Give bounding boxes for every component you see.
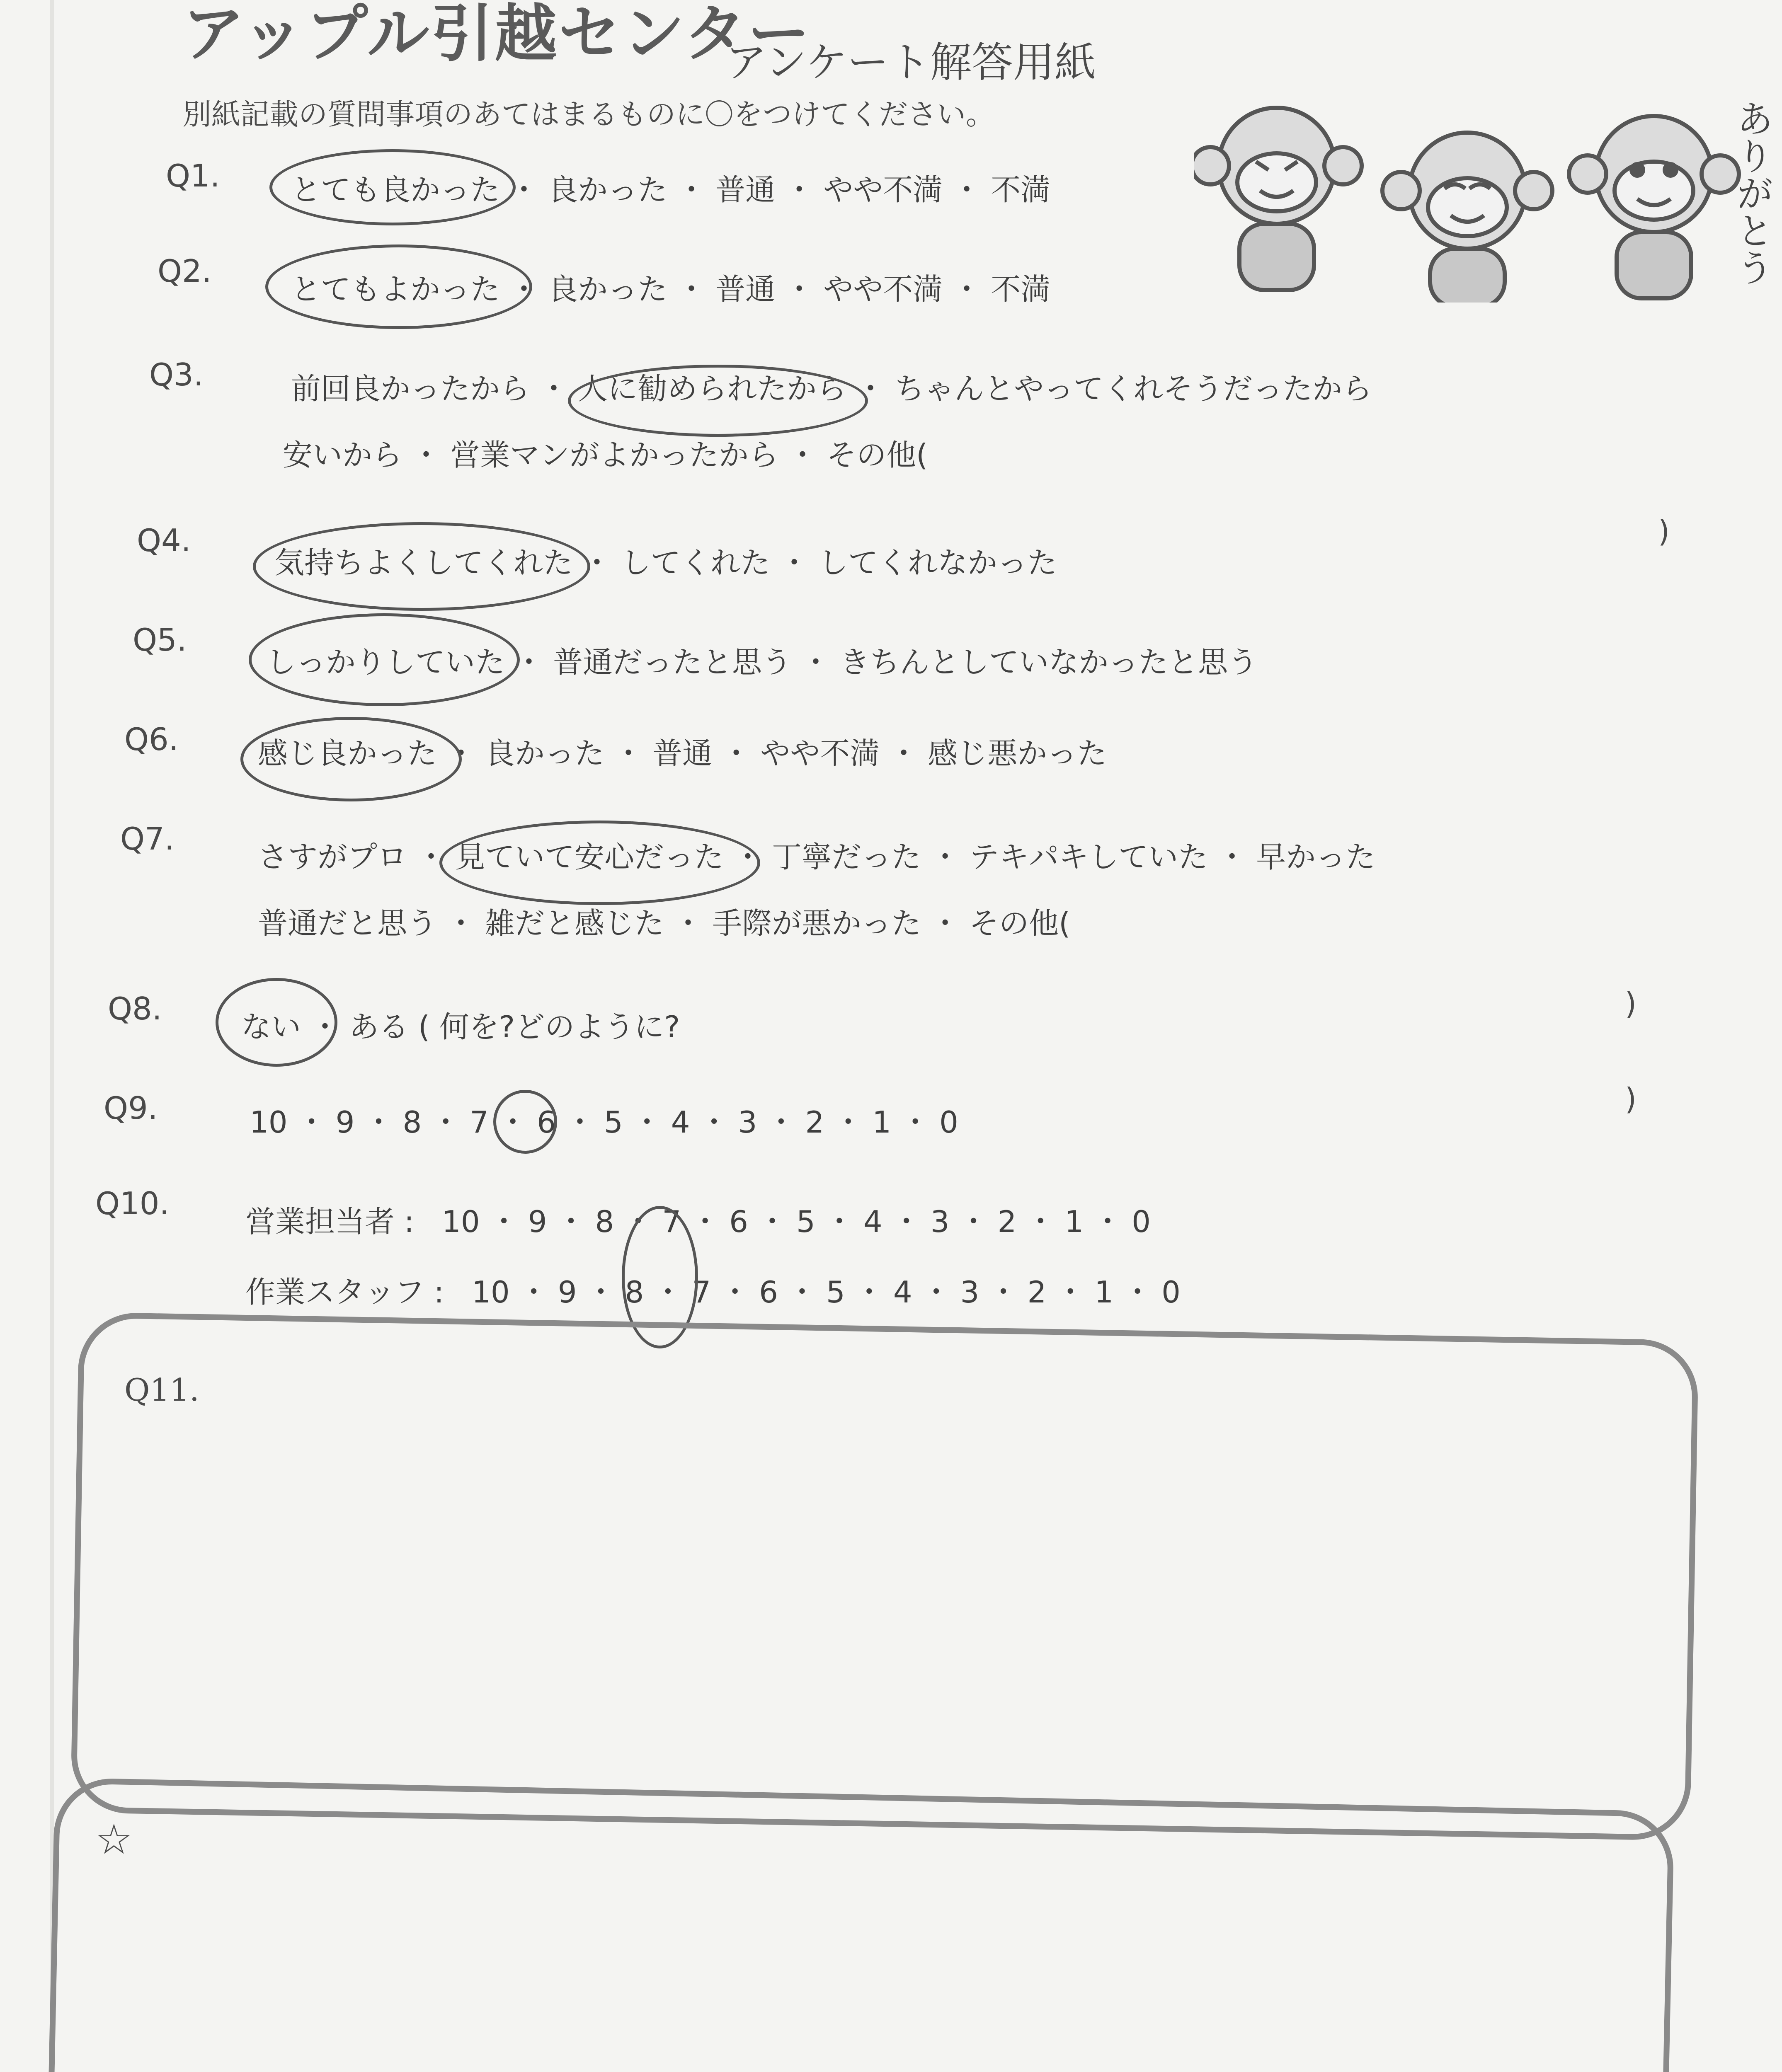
- q10-staff-option[interactable]: 3: [960, 1275, 979, 1310]
- q5-option[interactable]: しっかりしていた: [266, 645, 505, 680]
- q7-option[interactable]: その他(: [969, 906, 1071, 941]
- q2-label: Q2.: [158, 253, 212, 289]
- q9-option[interactable]: 1: [872, 1105, 892, 1140]
- q5-label: Q5.: [133, 622, 187, 658]
- q10-sales-option[interactable]: 7: [662, 1204, 681, 1239]
- q2-option[interactable]: とてもよかった: [291, 272, 500, 307]
- q7-option[interactable]: 普通だと思う: [258, 906, 437, 941]
- q7-option[interactable]: 丁寧だった: [772, 840, 921, 874]
- q10-staff-option[interactable]: 10: [472, 1275, 510, 1310]
- q3-option[interactable]: ちゃんとやってくれそうだったから: [895, 371, 1372, 406]
- q10-staff-option[interactable]: 4: [893, 1275, 912, 1310]
- q3-option[interactable]: 前回良かったから: [291, 371, 530, 406]
- q2-option[interactable]: 普通: [715, 272, 776, 307]
- q1-option[interactable]: 不満: [991, 172, 1051, 207]
- q7-option[interactable]: 手際が悪かった: [712, 906, 921, 941]
- q3-paren-close: ): [1658, 514, 1670, 549]
- q10-sales-option[interactable]: 0: [1132, 1204, 1151, 1239]
- q3-options-line2: 安いから ・ 営業マンがよかったから ・ その他(: [283, 438, 928, 472]
- q2-option[interactable]: 不満: [991, 272, 1051, 307]
- q10-sales-option[interactable]: 5: [796, 1204, 815, 1239]
- star-icon: ☆: [95, 1815, 133, 1864]
- q10-sales-option[interactable]: 1: [1064, 1204, 1084, 1239]
- q10-staff-label: 作業スタッフ :: [245, 1275, 444, 1310]
- q9-option[interactable]: 2: [805, 1105, 824, 1140]
- q2-options: とてもよかった ・ 良かった ・ 普通 ・ やや不満 ・ 不満: [291, 272, 1051, 307]
- q8-answer-circle: [216, 978, 337, 1067]
- q6-options: 感じ良かった ・ 良かった ・ 普通 ・ やや不満 ・ 感じ悪かった: [258, 736, 1107, 771]
- q7-option[interactable]: さすがプロ: [258, 840, 407, 874]
- thanks-text: ありがとう: [1730, 99, 1773, 286]
- q7-option[interactable]: 見ていて安心だった: [455, 840, 724, 874]
- q1-option[interactable]: やや不満: [823, 172, 943, 207]
- q3-option[interactable]: その他(: [827, 438, 928, 472]
- q3-options-line1: 前回良かったから ・ 人に勧められたから ・ ちゃんとやってくれそうだったから: [291, 371, 1372, 406]
- q10-staff-row: 作業スタッフ : 10 ・ 9 ・ 8 ・ 7 ・ 6 ・ 5 ・ 4 ・ 3 ・ 2 ・ 1 ・ 0: [245, 1275, 1181, 1310]
- q9-options: 10 ・ 9 ・ 8 ・ 7 ・ 6 ・ 5 ・ 4 ・ 3 ・ 2 ・ 1 ・ 0: [250, 1105, 958, 1140]
- q1-option[interactable]: 良かった: [548, 172, 668, 207]
- q6-label: Q6.: [124, 721, 179, 758]
- q2-option[interactable]: 良かった: [548, 272, 668, 307]
- q8-label: Q8.: [108, 990, 162, 1027]
- q4-option[interactable]: 気持ちよくしてくれた: [274, 545, 573, 580]
- q7-option[interactable]: 雑だと感じた: [485, 906, 664, 941]
- q5-options: しっかりしていた ・ 普通だったと思う ・ きちんとしていなかったと思う: [266, 645, 1258, 680]
- q4-options: 気持ちよくしてくれた ・ してくれた ・ してくれなかった: [274, 545, 1057, 580]
- q7-answer-circle: [439, 821, 760, 905]
- q4-option[interactable]: してくれなかった: [818, 545, 1057, 580]
- q10-staff-option[interactable]: 0: [1161, 1275, 1181, 1310]
- q7-options-line2: 普通だと思う ・ 雑だと感じた ・ 手際が悪かった ・ その他(: [258, 906, 1071, 941]
- form-subtitle: アンケート解答用紙: [725, 38, 1096, 87]
- q6-option[interactable]: 感じ悪かった: [928, 736, 1107, 771]
- q7-option[interactable]: テキパキしていた: [969, 840, 1208, 874]
- q9-option[interactable]: 4: [671, 1105, 690, 1140]
- q4-answer-circle: [253, 522, 590, 611]
- q6-option[interactable]: 良かった: [485, 736, 605, 771]
- q11-comment-box[interactable]: [70, 1312, 1699, 1841]
- q2-answer-circle: [265, 244, 532, 329]
- q10-sales-option[interactable]: 3: [930, 1204, 950, 1239]
- q10-sales-option[interactable]: 4: [863, 1204, 883, 1239]
- q10-sales-option[interactable]: 6: [729, 1204, 748, 1239]
- q5-answer-circle: [249, 613, 520, 706]
- q7-label: Q7.: [120, 821, 175, 857]
- q5-option[interactable]: きちんとしていなかったと思う: [840, 645, 1258, 680]
- q9-answer-circle: [493, 1090, 557, 1154]
- q10-sales-option[interactable]: 9: [528, 1204, 547, 1239]
- q10-staff-option[interactable]: 7: [692, 1275, 711, 1310]
- q1-options: とても良かった ・ 良かった ・ 普通 ・ やや不満 ・ 不満: [291, 172, 1051, 207]
- q3-option[interactable]: 営業マンがよかったから: [450, 438, 779, 472]
- q9-label: Q9.: [104, 1090, 158, 1126]
- q6-option[interactable]: やや不満: [760, 736, 880, 771]
- q10-label: Q10.: [95, 1185, 170, 1222]
- q6-option[interactable]: 感じ良かった: [258, 736, 437, 771]
- q3-option[interactable]: 人に勧められたから: [578, 371, 847, 406]
- q9-option[interactable]: 0: [939, 1105, 958, 1140]
- monkey-mascot-icon: [1194, 70, 1758, 303]
- q10-staff-option[interactable]: 5: [826, 1275, 845, 1310]
- q7-option[interactable]: 早かった: [1256, 840, 1376, 874]
- q7-paren-close: ): [1625, 986, 1637, 1021]
- q9-option[interactable]: 10: [250, 1105, 288, 1140]
- q4-option[interactable]: してくれた: [621, 545, 771, 580]
- q3-option[interactable]: 安いから: [283, 438, 402, 472]
- q9-option[interactable]: 8: [402, 1105, 422, 1140]
- q9-option[interactable]: 3: [738, 1105, 757, 1140]
- q3-answer-circle: [568, 365, 868, 437]
- q1-option[interactable]: 普通: [715, 172, 776, 207]
- company-title: アップル引越センター: [182, 0, 812, 70]
- q10-sales-option[interactable]: 10: [442, 1204, 480, 1239]
- q1-option[interactable]: とても良かった: [291, 172, 500, 207]
- q11-label: Q11.: [124, 1372, 199, 1408]
- page-edge: [50, 0, 54, 2072]
- q10-staff-option[interactable]: 1: [1094, 1275, 1114, 1310]
- instruction-text: 別紙記載の質問事項のあてはまるものに〇をつけてください。: [182, 97, 995, 131]
- q8-paren-close: ): [1625, 1082, 1637, 1116]
- q1-answer-circle: [269, 149, 516, 225]
- q10-staff-option[interactable]: 2: [1027, 1275, 1047, 1310]
- q2-option[interactable]: やや不満: [823, 272, 943, 307]
- q6-option[interactable]: 普通: [652, 736, 713, 771]
- q10-sales-label: 営業担当者 :: [245, 1204, 415, 1239]
- star-comment-box[interactable]: [45, 1777, 1674, 2072]
- q10-staff-option[interactable]: 9: [558, 1275, 577, 1310]
- q3-label: Q3.: [149, 356, 204, 393]
- q9-option[interactable]: 9: [335, 1105, 355, 1140]
- q1-label: Q1.: [166, 157, 220, 194]
- q9-option[interactable]: 7: [470, 1105, 489, 1140]
- q10-sales-option[interactable]: 2: [997, 1204, 1017, 1239]
- q10-sales-option[interactable]: 8: [595, 1204, 614, 1239]
- q9-option[interactable]: 5: [604, 1105, 623, 1140]
- q10-staff-option[interactable]: 6: [759, 1275, 778, 1310]
- q8-options: ない ・ ある ( 何を?どのように?: [241, 1009, 680, 1044]
- q7-options-line1: さすがプロ ・ 見ていて安心だった ・ 丁寧だった ・ テキパキしていた ・ 早かった: [258, 840, 1376, 874]
- q10-staff-option[interactable]: 8: [625, 1275, 644, 1310]
- q9-option[interactable]: 6: [537, 1105, 556, 1140]
- q8-option[interactable]: ある ( 何を?どのように?: [349, 1009, 680, 1044]
- q10-sales-row: 営業担当者 : 10 ・ 9 ・ 8 ・ 7 ・ 6 ・ 5 ・ 4 ・ 3 ・ 2 ・ 1 ・ 0: [245, 1204, 1151, 1239]
- q8-option[interactable]: ない: [241, 1009, 301, 1044]
- q6-answer-circle: [240, 717, 462, 801]
- q4-label: Q4.: [137, 522, 191, 559]
- q5-option[interactable]: 普通だったと思う: [553, 645, 792, 680]
